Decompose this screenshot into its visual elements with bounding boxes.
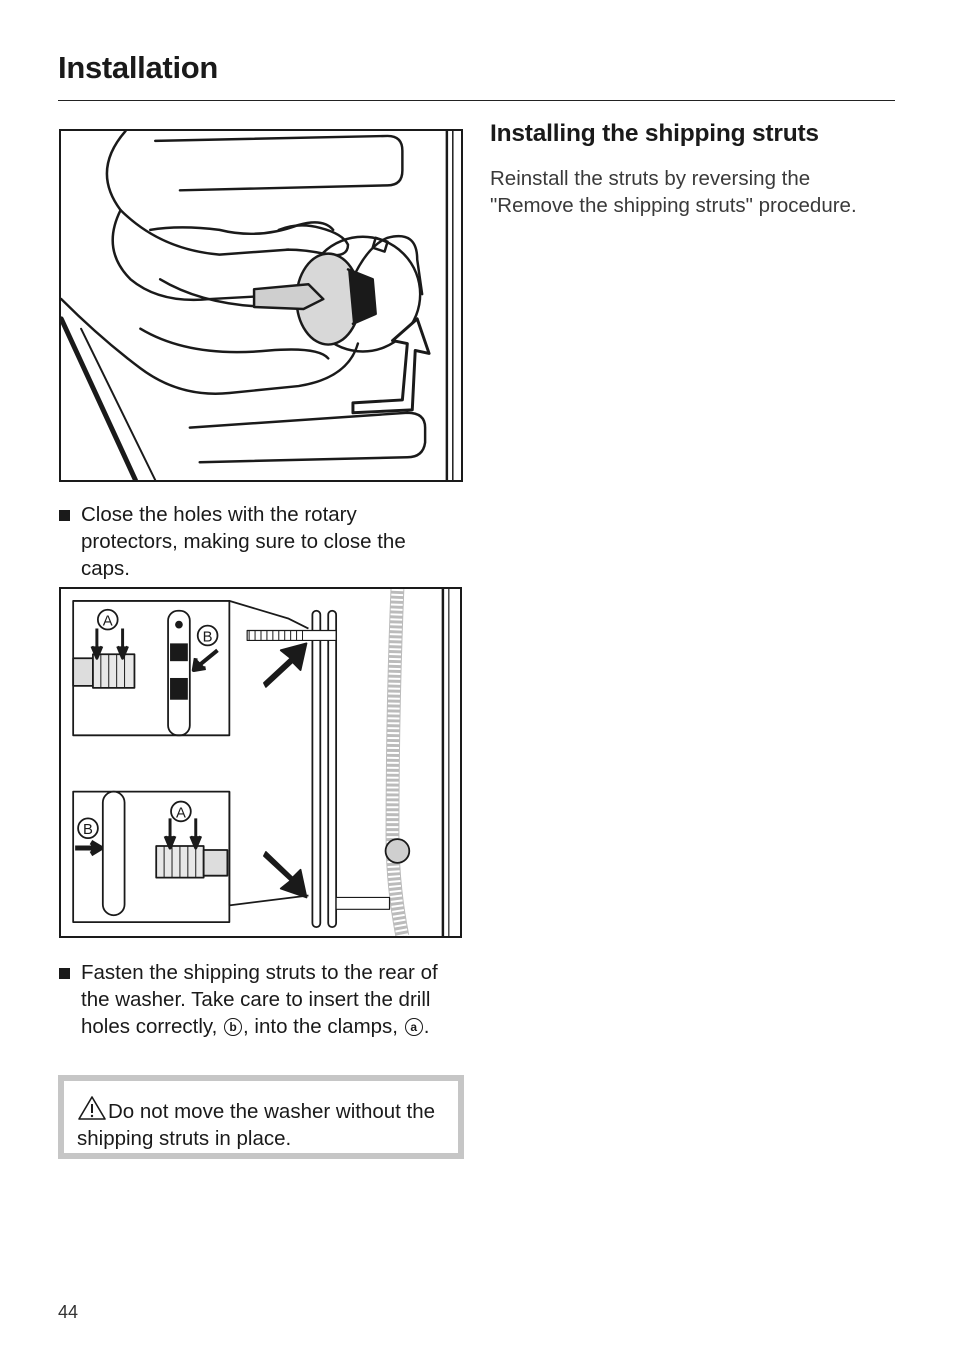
marker-b: b	[224, 1018, 242, 1036]
step-fasten-text-1: Fasten the shipping struts to the rear of the washer. Take care to insert the drill holes correctly,	[81, 961, 438, 1038]
step-fasten-text-3: .	[423, 1015, 430, 1038]
step-fasten-struts	[58, 959, 458, 1040]
section-body: Reinstall the struts by reversing the "Remove the shipping struts" procedure.	[490, 167, 857, 217]
fig-label-b-bottom: B	[83, 822, 93, 839]
section-heading: Installing the shipping struts	[490, 120, 819, 147]
bullet-square-icon	[59, 968, 70, 979]
shipping-struts-drawing	[61, 589, 460, 936]
marker-a: a	[405, 1018, 423, 1036]
page-title: Installation	[58, 50, 219, 85]
rotary-protector-drawing	[61, 131, 461, 480]
rotary-protector-illustration	[59, 129, 463, 482]
step-close-holes	[58, 501, 458, 582]
fig-label-a-bottom: A	[175, 805, 186, 822]
step-close-holes-text: Close the holes with the rotary protectors, making sure to close the caps.	[81, 503, 406, 580]
step-fasten-text-2: , into the clamps,	[243, 1015, 404, 1038]
shipping-struts-illustration	[59, 587, 462, 938]
fig-label-a-top: A	[102, 613, 113, 630]
warning-box	[58, 1075, 464, 1159]
fig-label-b-top: B	[202, 629, 213, 646]
page-number: 44	[58, 1302, 79, 1322]
warning-triangle-icon	[77, 1095, 107, 1121]
bullet-square-icon	[59, 510, 70, 521]
title-rule	[58, 100, 895, 101]
warning-text: Do not move the washer without the shipping struts in place.	[77, 1100, 436, 1150]
